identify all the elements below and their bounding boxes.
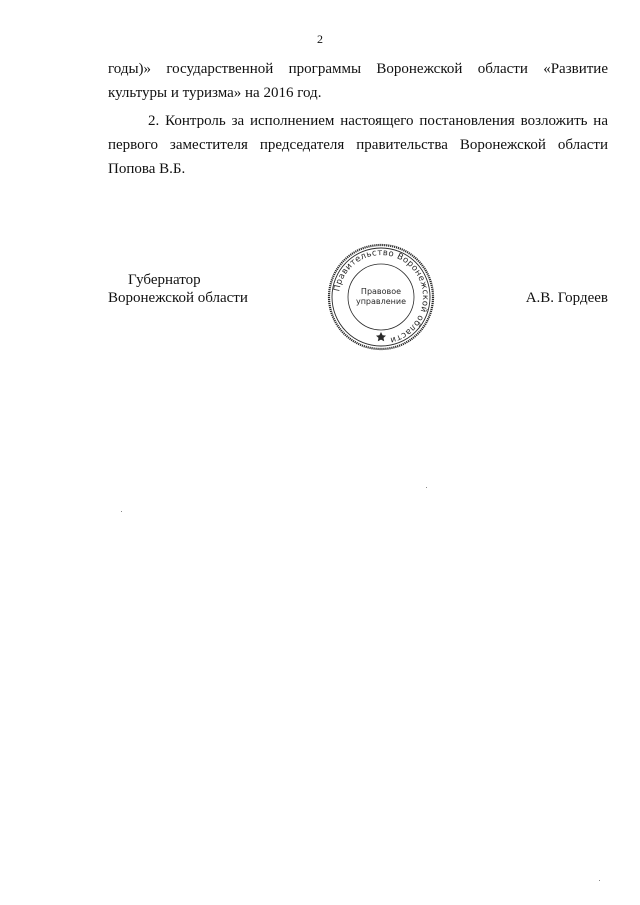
paragraph-1-line-1: годы)» государственной программы Воронежской области «Развитие bbox=[108, 61, 608, 77]
signature-name: А.В. Гордеев bbox=[525, 290, 608, 306]
paragraph-2-line-1: 2. Контроль за исполнением настоящего постановления возложить на bbox=[148, 113, 608, 129]
seal-ring-text: Правительство Воронежской области bbox=[332, 247, 431, 345]
paragraph-1-line-2: культуры и туризма» на 2016 год. bbox=[108, 85, 322, 101]
scan-speck bbox=[599, 880, 600, 881]
paragraph-2-line-3: Попова В.Б. bbox=[108, 161, 186, 177]
page-number: 2 bbox=[317, 32, 323, 46]
signature-position-line-1: Губернатор bbox=[128, 272, 201, 288]
signature-position-line-2: Воронежской области bbox=[108, 290, 248, 306]
seal-center-line-2: управление bbox=[355, 297, 407, 306]
scan-speck bbox=[121, 511, 122, 512]
paragraph-2 bbox=[108, 109, 608, 181]
scan-speck bbox=[426, 487, 427, 488]
paragraph-1 bbox=[108, 57, 608, 105]
paragraph-2-line-2: первого заместителя председателя правительства Воронежской области bbox=[108, 137, 608, 153]
seal-star-icon bbox=[376, 332, 386, 341]
official-seal-stamp bbox=[326, 242, 436, 352]
seal-center-line-1: Правовое bbox=[360, 287, 402, 296]
